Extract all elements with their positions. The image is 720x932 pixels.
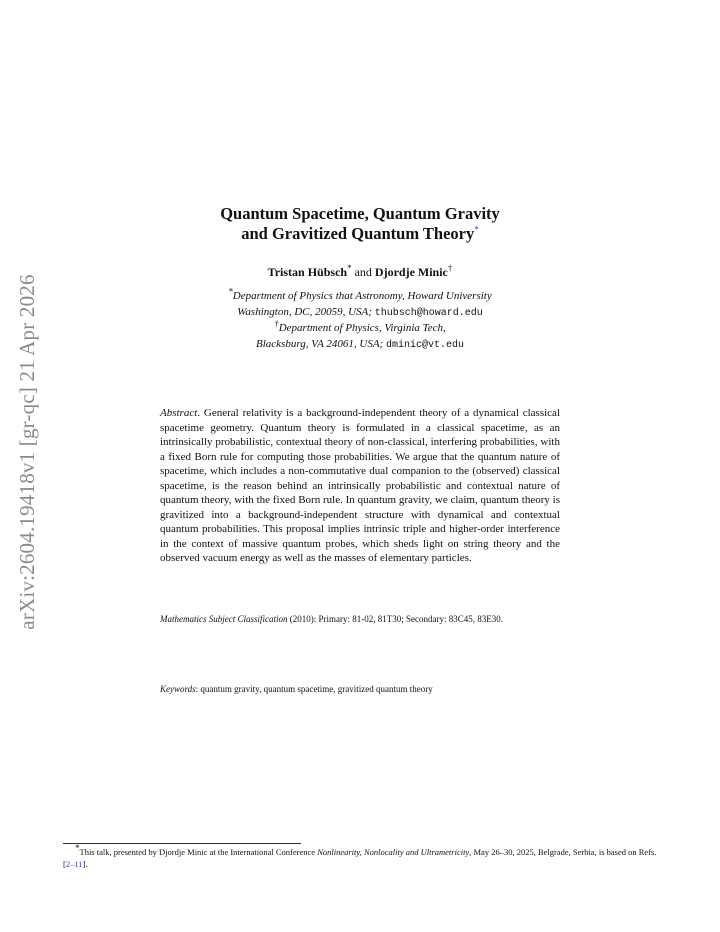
title-line-2 <box>140 224 580 244</box>
affiliation-1-addr: Washington, DC, 20059, USA; <box>237 305 375 318</box>
title-line-1: Quantum Spacetime, Quantum Gravity <box>220 204 500 223</box>
affiliation-2-text: Department of Physics, Virginia Tech, <box>278 322 446 334</box>
paper-title <box>140 204 580 244</box>
affiliation-mark-2: † <box>274 318 279 329</box>
msc-label: Mathematics Subject Classification <box>160 614 288 624</box>
footnote-text-2: , May 26–30, 2025, Belgrade, Serbia, is based on Refs. [ <box>63 847 657 869</box>
footnote-refs-link[interactable]: 2–11 <box>65 858 83 869</box>
author-mark-2: † <box>447 263 453 273</box>
author-minic: Djordje Minic <box>374 265 448 279</box>
msc-classification <box>160 613 560 626</box>
abstract-label: Abstract <box>160 407 198 419</box>
affiliations <box>140 286 580 353</box>
affiliation-2-address <box>140 337 580 354</box>
title-line-2-text: and Gravitized Quantum Theory <box>241 224 475 243</box>
footnote-text-1: This talk, presented by Djordje Minic at the International Conference <box>79 847 318 857</box>
author-hubsch: Tristan Hübsch <box>267 265 348 279</box>
affiliation-mark-1: * <box>228 286 233 297</box>
footnote <box>63 843 659 870</box>
title-footnote-mark[interactable]: * <box>474 224 479 235</box>
footnote-mark: * <box>75 843 80 854</box>
author-list <box>140 265 580 280</box>
keywords-text: : quantum gravity, quantum spacetime, gravitized quantum theory <box>195 684 433 694</box>
author-mark-1: * <box>347 263 352 273</box>
email-hubsch[interactable]: thubsch@howard.edu <box>374 307 483 319</box>
arxiv-stamp: arXiv:2604.19418v1 [gr-qc] 21 Apr 2026 <box>15 274 39 630</box>
affiliation-2-dept <box>140 318 580 337</box>
author-conjunction: and <box>351 265 375 279</box>
abstract-text: . General relativity is a background-independent theory of a dynamical classical spacetime geometry. Quantum theory is formulated in a classical spacetime, as an intrinsically probabilistic, contextual theory of non-classical, interfering probabilities, with a fixed Born rule for computing those probabilities. We argue that the quantum nature of spacetime, which includes a non-commutative dual companion to the (observed) classical spacetime, is the reason behind an intrinsically probabilistic and contextual nature of quantum theory, with the fixed Born rule. In quantum gravity, we claim, quantum theory is gravitized into a background-independent structure with dynamical and contextual quantum probabilities. This proposal implies intrinsic triple and higher-order interference in the context of massive quantum probes, which sheds light on string theory and the observed vacuum energy as well as the masses of elementary particles. <box>160 407 560 564</box>
msc-text: (2010): Primary: 81-02, 81T30; Secondary: 83C45, 83E30. <box>287 614 503 624</box>
keywords-label: Keywords <box>160 684 196 694</box>
affiliation-1-text: Department of Physics that Astronomy, Howard University <box>232 290 492 302</box>
keywords <box>160 683 560 695</box>
affiliation-1-address <box>140 305 580 322</box>
footnote-conference: Nonlinearity, Nonlocality and Ultrametricity <box>317 847 470 857</box>
affiliation-2-addr: Blacksburg, VA 24061, USA; <box>256 337 386 350</box>
footnote-text-3: ]. <box>82 858 88 869</box>
email-minic[interactable]: dminic@vt.edu <box>385 339 464 351</box>
affiliation-1-dept <box>140 286 580 305</box>
footnote-rule <box>63 843 301 844</box>
abstract <box>160 406 560 566</box>
